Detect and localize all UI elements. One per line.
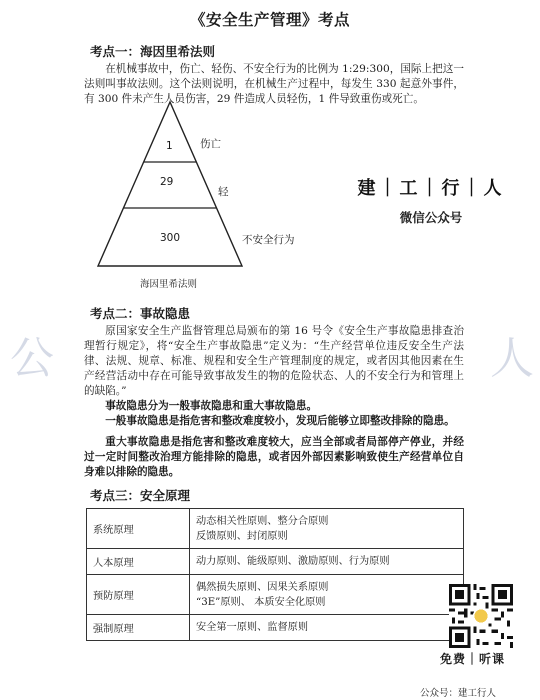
principle-line: 安全第一原则、监督原则 xyxy=(196,622,309,633)
watermark-left: 公 xyxy=(10,333,54,384)
qr-caption: 免费｜听课 xyxy=(440,652,506,666)
pyramid-tier2-label: 轻 xyxy=(218,186,229,198)
principle-line: “3E”原则、 本质安全化原则 xyxy=(196,596,326,608)
pyramid-tier3-value: 300 xyxy=(160,232,181,244)
section2-classification: 事故隐患分为一般事故隐患和重大事故隐患。 xyxy=(105,400,318,412)
pyramid-tier3-label: 不安全行为 xyxy=(242,234,295,246)
pyramid-tier1-value: 1 xyxy=(166,140,173,152)
safety-principles-table xyxy=(86,508,464,641)
section1-heading: 考点一：海因里希法则 xyxy=(90,44,216,59)
principle-name: 人本原理 xyxy=(87,549,190,575)
table-row xyxy=(87,509,464,549)
table-row xyxy=(87,549,464,575)
principle-name: 强制原理 xyxy=(87,615,190,641)
principle-line: 偶然损失原则、因果关系原则 xyxy=(196,581,329,593)
principle-name: 预防原理 xyxy=(87,575,190,615)
brand-block xyxy=(356,174,506,226)
section2-general-hazard: 一般事故隐患是指危害和整改难度较小，发现后能够立即整改排除的隐患。 xyxy=(105,415,455,427)
brand-name: 建｜工｜行｜人 xyxy=(357,178,505,199)
pyramid-tier1-label: 伤亡 xyxy=(200,138,221,150)
principle-details xyxy=(190,615,464,641)
footer-account: 公众号：建工行人 xyxy=(420,688,497,699)
brand-subtitle: 微信公众号 xyxy=(399,210,463,225)
qr-code-icon[interactable] xyxy=(449,584,513,648)
principle-details xyxy=(190,575,464,615)
pyramid-caption: 海因里希法则 xyxy=(140,279,198,290)
section3-heading: 考点三：安全原理 xyxy=(90,488,191,503)
table-row xyxy=(87,575,464,615)
section2-heading: 考点二：事故隐患 xyxy=(90,306,191,321)
section2-body xyxy=(84,324,464,480)
principle-details xyxy=(190,549,464,575)
principle-line: 反馈原则、封闭原则 xyxy=(196,530,288,542)
page-title: 《安全生产管理》考点 xyxy=(189,10,350,29)
section2-major-hazard: 重大事故隐患是指危害和整改难度较大，应当全部或者局部停产停业，并经过一定时间整改治理方能排除的隐患，或者因外部因素影响致使生产经营单位自身难以排除的隐患。 xyxy=(84,436,464,478)
watermark-right: 人 xyxy=(490,333,534,384)
principle-name: 系统原理 xyxy=(87,509,190,549)
section1-text: 在机械事故中，伤亡、轻伤、不安全行为的比例为 1:29:300，国际上把这一法则叫事故法则。这个法则说明，在机械生产过程中，每发生 330 起意外事件，有 300 件未产生人员伤害，29 件造成人员轻伤，1 件导致重伤或死亡。 xyxy=(84,63,464,105)
principle-details xyxy=(190,509,464,549)
section2-definition: 原国家安全生产监督管理总局颁布的第 16 号令《安全生产事故隐患排查治理暂行规定》，将“安全生产事故隐患”定义为：“生产经营单位违反安全生产法律、法规、规章、标准、规程和安全生产管理制度的规定，或者因其他因素在生产经营活动中存在可能导致事故发生的物的危险状态、人的不安全行为和管理上的缺陷。” xyxy=(84,325,464,397)
pyramid-tier2-value: 29 xyxy=(160,176,174,188)
table-row xyxy=(87,615,464,641)
principle-line: 动力原则、能级原则、激励原则、行为原则 xyxy=(196,556,390,567)
principle-line: 动态相关性原则、整分合原则 xyxy=(196,515,329,527)
